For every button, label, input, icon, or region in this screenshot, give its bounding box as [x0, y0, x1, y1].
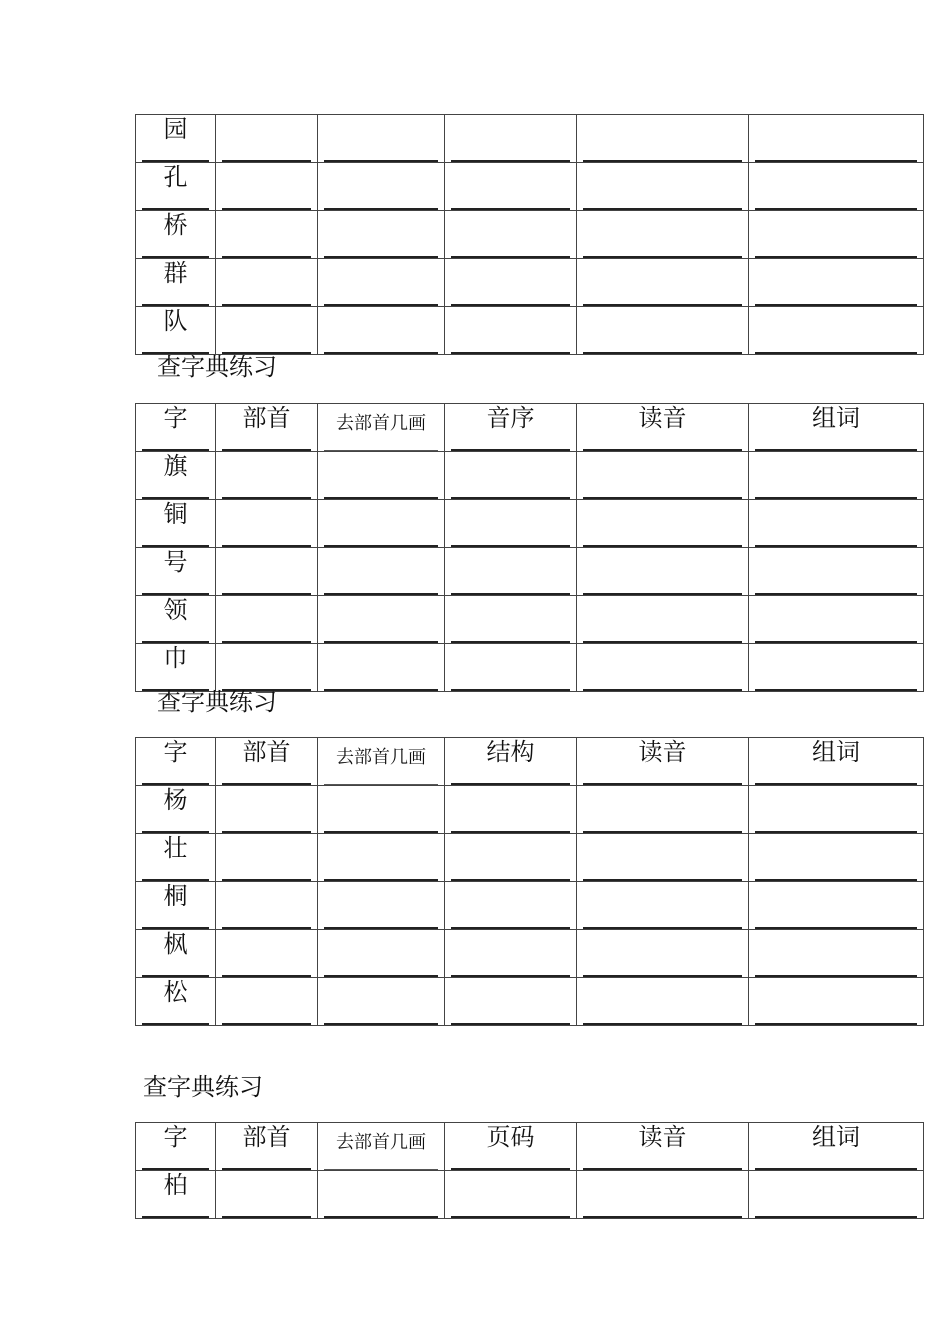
cell-pronunciation[interactable]: [577, 211, 749, 259]
answer-blank: [216, 882, 317, 884]
answer-blank: [749, 500, 923, 502]
header-cell-word: [749, 404, 924, 452]
header-label: 音序: [486, 404, 535, 432]
cell-col4[interactable]: [445, 978, 577, 1026]
practice-table-3: [135, 737, 924, 1026]
header-cell-radical: [216, 738, 318, 786]
cell-radical[interactable]: [216, 786, 318, 834]
header-cell-col4: [445, 404, 577, 452]
cell-pronunciation[interactable]: [577, 1171, 749, 1219]
cell-strokes[interactable]: [318, 644, 445, 692]
header-label: 部首: [242, 404, 291, 432]
cell-radical[interactable]: [216, 930, 318, 978]
cell-col4[interactable]: [445, 834, 577, 882]
character-label: 柏: [163, 1171, 188, 1199]
cell-radical[interactable]: [216, 978, 318, 1026]
cell-word[interactable]: [749, 596, 924, 644]
cell-word[interactable]: [749, 978, 924, 1026]
character-label: 壮: [163, 834, 188, 862]
writing-line: [324, 1023, 438, 1025]
writing-line: [324, 689, 438, 691]
cell-col4[interactable]: [445, 786, 577, 834]
table-row: [136, 834, 924, 882]
character-label: 旗: [163, 452, 188, 480]
answer-blank: [445, 548, 576, 550]
section-title: 查字典练习: [157, 688, 277, 716]
answer-blank: [577, 834, 748, 836]
answer-blank: [445, 786, 576, 788]
cell-col4[interactable]: [445, 163, 577, 211]
cell-char: [136, 596, 216, 644]
answer-blank: [318, 834, 444, 836]
table-row: [136, 596, 924, 644]
answer-blank: [216, 596, 317, 598]
answer-blank: [749, 1171, 923, 1173]
answer-blank: [577, 211, 748, 213]
answer-blank: [318, 211, 444, 213]
table-row: [136, 500, 924, 548]
header-label: 部首: [242, 738, 291, 766]
cell-word[interactable]: [749, 882, 924, 930]
character-label: 桐: [163, 882, 188, 910]
answer-blank: [577, 978, 748, 980]
header-cell-radical: [216, 1123, 318, 1171]
header-label: 读音: [638, 404, 687, 432]
writing-line: [755, 1023, 917, 1025]
answer-blank: [749, 307, 923, 309]
answer-blank: [216, 644, 317, 646]
header-label: 部首: [242, 1123, 291, 1151]
cell-word[interactable]: [749, 500, 924, 548]
answer-blank: [445, 163, 576, 165]
table-row: [136, 882, 924, 930]
cell-char: [136, 452, 216, 500]
answer-blank: [318, 548, 444, 550]
cell-radical[interactable]: [216, 500, 318, 548]
cell-char: [136, 115, 216, 163]
writing-line: [583, 689, 742, 691]
cell-col4[interactable]: [445, 882, 577, 930]
answer-blank: [749, 115, 923, 117]
cell-strokes[interactable]: [318, 307, 445, 355]
cell-word[interactable]: [749, 115, 924, 163]
header-cell-col4: [445, 738, 577, 786]
cell-char: [136, 259, 216, 307]
cell-pronunciation[interactable]: [577, 163, 749, 211]
writing-line: [583, 1216, 742, 1218]
cell-char: [136, 548, 216, 596]
writing-line: [324, 1216, 438, 1218]
answer-blank: [749, 978, 923, 980]
header-cell-radical: [216, 404, 318, 452]
answer-blank: [445, 500, 576, 502]
header-cell-pronunciation: [577, 1123, 749, 1171]
cell-radical[interactable]: [216, 548, 318, 596]
cell-strokes[interactable]: [318, 882, 445, 930]
cell-pronunciation[interactable]: [577, 786, 749, 834]
character-label: 枫: [163, 930, 188, 958]
answer-blank: [577, 548, 748, 550]
header-label: 结构: [486, 738, 535, 766]
answer-blank: [318, 786, 444, 788]
header-cell-word: [749, 738, 924, 786]
answer-blank: [749, 882, 923, 884]
section-title: 查字典练习: [157, 353, 277, 381]
header-label: 组词: [812, 404, 860, 432]
cell-word[interactable]: [749, 786, 924, 834]
cell-strokes[interactable]: [318, 211, 445, 259]
answer-blank: [577, 786, 748, 788]
table-row: [136, 644, 924, 692]
header-label: 字: [163, 1123, 188, 1151]
character-label: 铜: [163, 500, 188, 528]
cell-char: [136, 1171, 216, 1219]
cell-strokes[interactable]: [318, 115, 445, 163]
header-cell-col4: [445, 1123, 577, 1171]
answer-blank: [318, 882, 444, 884]
answer-blank: [749, 644, 923, 646]
cell-strokes[interactable]: [318, 930, 445, 978]
answer-blank: [318, 596, 444, 598]
writing-line: [451, 689, 570, 691]
cell-radical[interactable]: [216, 644, 318, 692]
cell-col4[interactable]: [445, 644, 577, 692]
cell-radical[interactable]: [216, 115, 318, 163]
header-label: 去部首几画: [336, 1132, 426, 1153]
answer-blank: [577, 644, 748, 646]
answer-blank: [577, 259, 748, 261]
character-label: 巾: [163, 644, 188, 672]
answer-blank: [577, 930, 748, 932]
table-row: [136, 930, 924, 978]
cell-word[interactable]: [749, 163, 924, 211]
header-cell-pronunciation: [577, 738, 749, 786]
cell-word[interactable]: [749, 452, 924, 500]
cell-pronunciation[interactable]: [577, 259, 749, 307]
cell-strokes[interactable]: [318, 834, 445, 882]
cell-pronunciation[interactable]: [577, 548, 749, 596]
table-row: [136, 978, 924, 1026]
writing-line: [142, 1023, 209, 1025]
cell-col4[interactable]: [445, 452, 577, 500]
character-label: 孔: [163, 163, 188, 191]
writing-line: [222, 1023, 311, 1025]
section-title: 查字典练习: [143, 1073, 263, 1101]
answer-blank: [749, 834, 923, 836]
cell-word[interactable]: [749, 930, 924, 978]
answer-blank: [318, 307, 444, 309]
answer-blank: [749, 930, 923, 932]
header-cell-pronunciation: [577, 404, 749, 452]
answer-blank: [445, 882, 576, 884]
cell-pronunciation[interactable]: [577, 115, 749, 163]
answer-blank: [216, 834, 317, 836]
table-row: [136, 307, 924, 355]
header-label: 读音: [638, 738, 687, 766]
writing-line: [755, 689, 917, 691]
cell-strokes[interactable]: [318, 978, 445, 1026]
answer-blank: [318, 163, 444, 165]
cell-pronunciation[interactable]: [577, 644, 749, 692]
table-row: [136, 548, 924, 596]
cell-strokes[interactable]: [318, 1171, 445, 1219]
answer-blank: [445, 211, 576, 213]
table-row: [136, 786, 924, 834]
answer-blank: [445, 1171, 576, 1173]
table-row: [136, 452, 924, 500]
answer-blank: [318, 978, 444, 980]
practice-table-2: [135, 403, 924, 692]
answer-blank: [749, 259, 923, 261]
character-label: 松: [163, 978, 188, 1006]
cell-col4[interactable]: [445, 548, 577, 596]
cell-radical[interactable]: [216, 596, 318, 644]
table-row: [136, 259, 924, 307]
cell-radical[interactable]: [216, 882, 318, 930]
answer-blank: [216, 307, 317, 309]
cell-strokes[interactable]: [318, 452, 445, 500]
cell-col4[interactable]: [445, 211, 577, 259]
header-row: [136, 1123, 924, 1171]
answer-blank: [749, 211, 923, 213]
answer-blank: [445, 452, 576, 454]
header-cell-char: [136, 1123, 216, 1171]
cell-char: [136, 644, 216, 692]
cell-radical[interactable]: [216, 163, 318, 211]
cell-word[interactable]: [749, 259, 924, 307]
answer-blank: [318, 115, 444, 117]
cell-word[interactable]: [749, 1171, 924, 1219]
cell-char: [136, 163, 216, 211]
table-body: [136, 738, 924, 1026]
answer-blank: [216, 500, 317, 502]
header-label: 字: [163, 404, 188, 432]
character-label: 号: [163, 548, 188, 576]
cell-col4[interactable]: [445, 596, 577, 644]
header-row: [136, 404, 924, 452]
header-cell-strokes: [318, 1123, 445, 1171]
answer-blank: [445, 930, 576, 932]
writing-line: [142, 1216, 209, 1218]
cell-col4[interactable]: [445, 115, 577, 163]
table-body: [136, 115, 924, 355]
answer-blank: [318, 259, 444, 261]
cell-char: [136, 930, 216, 978]
writing-line: [451, 1216, 570, 1218]
answer-blank: [749, 786, 923, 788]
answer-blank: [577, 500, 748, 502]
cell-strokes[interactable]: [318, 500, 445, 548]
answer-blank: [216, 978, 317, 980]
character-label: 领: [163, 596, 188, 624]
cell-radical[interactable]: [216, 259, 318, 307]
character-label: 队: [163, 307, 188, 335]
header-label: 组词: [812, 738, 860, 766]
character-label: 桥: [163, 211, 188, 239]
answer-blank: [749, 163, 923, 165]
table-body: [136, 1123, 924, 1219]
answer-blank: [577, 452, 748, 454]
header-label: 去部首几画: [336, 747, 426, 768]
cell-col4[interactable]: [445, 259, 577, 307]
answer-blank: [577, 882, 748, 884]
cell-col4[interactable]: [445, 1171, 577, 1219]
cell-pronunciation[interactable]: [577, 500, 749, 548]
cell-pronunciation[interactable]: [577, 834, 749, 882]
cell-col4[interactable]: [445, 307, 577, 355]
answer-blank: [216, 548, 317, 550]
answer-blank: [318, 644, 444, 646]
answer-blank: [445, 978, 576, 980]
answer-blank: [445, 834, 576, 836]
cell-pronunciation[interactable]: [577, 307, 749, 355]
cell-word[interactable]: [749, 834, 924, 882]
answer-blank: [216, 786, 317, 788]
cell-word[interactable]: [749, 548, 924, 596]
cell-pronunciation[interactable]: [577, 930, 749, 978]
cell-strokes[interactable]: [318, 163, 445, 211]
writing-line: [583, 352, 742, 354]
answer-blank: [318, 1171, 444, 1173]
answer-blank: [216, 1171, 317, 1173]
answer-blank: [318, 930, 444, 932]
table-body: [136, 404, 924, 692]
cell-pronunciation[interactable]: [577, 452, 749, 500]
answer-blank: [577, 163, 748, 165]
cell-char: [136, 307, 216, 355]
answer-blank: [577, 115, 748, 117]
header-row: [136, 738, 924, 786]
table-row: [136, 163, 924, 211]
writing-line: [755, 352, 917, 354]
cell-pronunciation[interactable]: [577, 882, 749, 930]
cell-word[interactable]: [749, 211, 924, 259]
character-label: 群: [163, 259, 188, 287]
character-label: 杨: [163, 786, 188, 814]
header-cell-char: [136, 738, 216, 786]
header-cell-word: [749, 1123, 924, 1171]
header-cell-strokes: [318, 404, 445, 452]
answer-blank: [749, 596, 923, 598]
cell-char: [136, 500, 216, 548]
cell-strokes[interactable]: [318, 548, 445, 596]
cell-col4[interactable]: [445, 500, 577, 548]
header-label: 去部首几画: [336, 413, 426, 434]
answer-blank: [216, 259, 317, 261]
cell-char: [136, 834, 216, 882]
answer-blank: [445, 115, 576, 117]
cell-pronunciation[interactable]: [577, 978, 749, 1026]
cell-char: [136, 978, 216, 1026]
header-cell-char: [136, 404, 216, 452]
practice-table-4: [135, 1122, 924, 1219]
cell-char: [136, 211, 216, 259]
cell-radical[interactable]: [216, 1171, 318, 1219]
cell-char: [136, 882, 216, 930]
answer-blank: [318, 452, 444, 454]
table-row: [136, 115, 924, 163]
answer-blank: [445, 259, 576, 261]
cell-char: [136, 786, 216, 834]
cell-word[interactable]: [749, 644, 924, 692]
answer-blank: [445, 644, 576, 646]
answer-blank: [577, 1171, 748, 1173]
answer-blank: [216, 452, 317, 454]
cell-strokes[interactable]: [318, 259, 445, 307]
header-cell-strokes: [318, 738, 445, 786]
cell-strokes[interactable]: [318, 596, 445, 644]
answer-blank: [216, 163, 317, 165]
header-label: 组词: [812, 1123, 860, 1151]
table-row: [136, 1171, 924, 1219]
cell-radical[interactable]: [216, 211, 318, 259]
writing-line: [222, 1216, 311, 1218]
cell-strokes[interactable]: [318, 786, 445, 834]
writing-line: [583, 1023, 742, 1025]
answer-blank: [216, 930, 317, 932]
header-label: 字: [163, 738, 188, 766]
writing-line: [755, 1216, 917, 1218]
practice-table-1: [135, 114, 924, 355]
answer-blank: [577, 307, 748, 309]
writing-line: [451, 352, 570, 354]
answer-blank: [749, 452, 923, 454]
cell-col4[interactable]: [445, 930, 577, 978]
answer-blank: [749, 548, 923, 550]
cell-radical[interactable]: [216, 834, 318, 882]
header-label: 读音: [638, 1123, 687, 1151]
writing-line: [324, 352, 438, 354]
table-row: [136, 211, 924, 259]
character-label: 园: [163, 115, 188, 143]
answer-blank: [445, 307, 576, 309]
cell-word[interactable]: [749, 307, 924, 355]
cell-radical[interactable]: [216, 452, 318, 500]
writing-line: [451, 1023, 570, 1025]
answer-blank: [318, 500, 444, 502]
cell-pronunciation[interactable]: [577, 596, 749, 644]
answer-blank: [216, 115, 317, 117]
header-label: 页码: [486, 1123, 535, 1151]
answer-blank: [216, 211, 317, 213]
cell-radical[interactable]: [216, 307, 318, 355]
answer-blank: [445, 596, 576, 598]
answer-blank: [577, 596, 748, 598]
